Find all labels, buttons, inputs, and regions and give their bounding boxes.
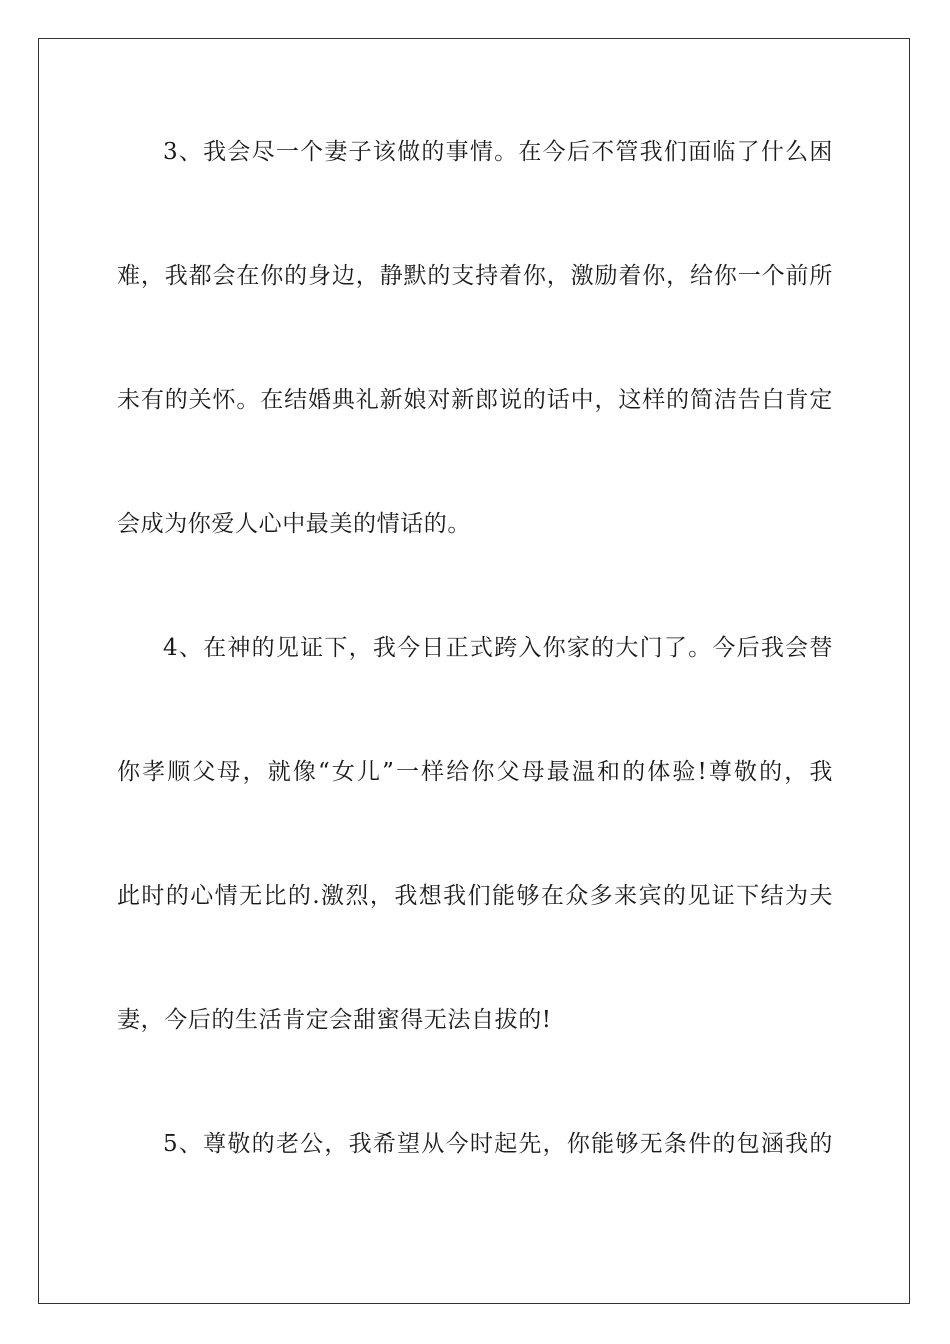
paragraph-4-line-3: 此时的心情无比的.激烈，我想我们能够在众多来宾的见证下结为夫 <box>117 883 833 909</box>
paragraph-4-line-2: 你孝顺父母，就像“女儿”一样给你父母最温和的体验!尊敬的，我 <box>117 759 833 785</box>
paragraph-3-line-2: 难，我都会在你的身边，静默的支持着你，激励着你，给你一个前所 <box>117 263 833 289</box>
paragraph-3-line-1: 3、我会尽一个妻子该做的事情。在今后不管我们面临了什么困 <box>163 139 833 165</box>
paragraph-3-line-4: 会成为你爱人心中最美的情话的。 <box>117 511 471 537</box>
paragraph-5-line-1: 5、尊敬的老公，我希望从今时起先，你能够无条件的包涵我的 <box>163 1131 833 1157</box>
paragraph-4-line-4: 妻，今后的生活肯定会甜蜜得无法自拔的! <box>117 1007 552 1033</box>
paragraph-4-line-1: 4、在神的见证下，我今日正式跨入你家的大门了。今后我会替 <box>163 635 833 661</box>
paragraph-3-line-3: 未有的关怀。在结婚典礼新娘对新郎说的话中，这样的简洁告白肯定 <box>117 387 833 413</box>
page-frame <box>38 38 910 1304</box>
